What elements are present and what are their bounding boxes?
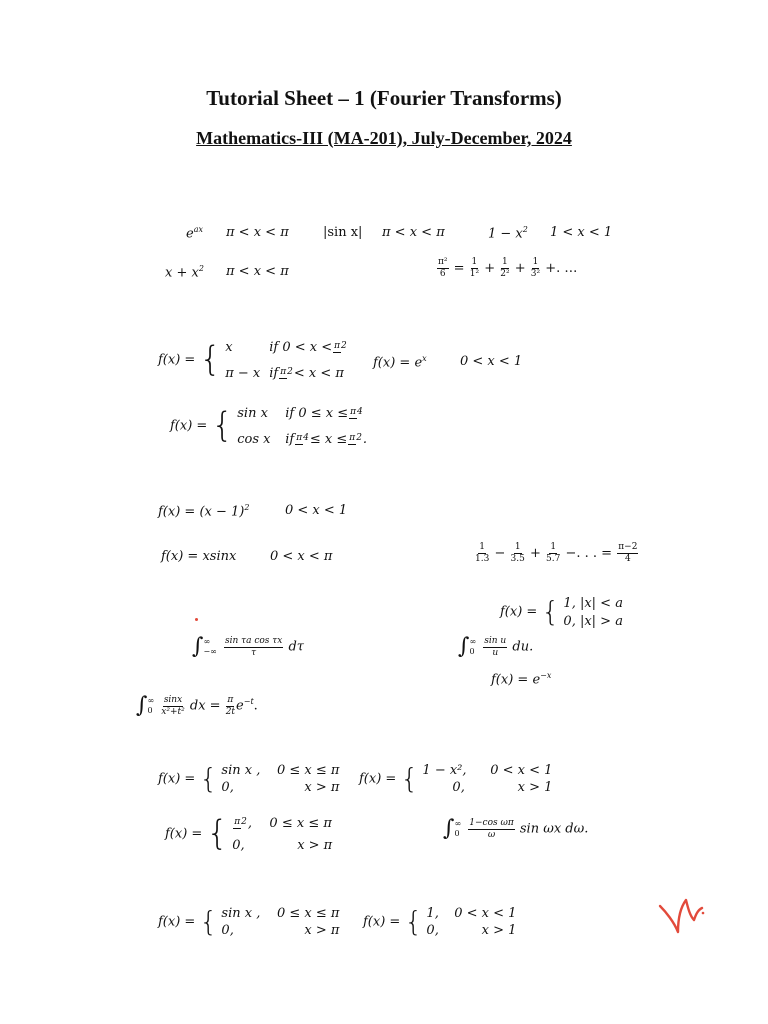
integral-1: ∫ ∞ −∞ $\frac{\text{sin τa cos τx}}{\tau}$ dτ (192, 634, 304, 659)
range-ex: 0 < x < 1 (460, 354, 523, 369)
range-x-plus-x2: π < x < π (226, 264, 289, 279)
expr-x-minus-1-sq: $f(x) = (x - 1)^2$ (158, 503, 250, 520)
series-basel: $\frac{\text{π²}}{6}$ = $\frac{1}{\text{1²}}$ + $\frac{1}{\text{2²}}$ + $\frac{1}{\text{3²}}$ +. … (438, 257, 578, 279)
integral-3: ∫ ∞ 0 $\frac{\sin x}{\text{x²+t²}}$ dx = $\frac{\pi}{2t}$ $e^{-t}$. (136, 693, 258, 718)
piecewise-2: f(x) = { sin x if 0 ≤ x ≤ π4 cos x if π4 ≤ x ≤ π2 . (170, 405, 368, 447)
piecewise-6: f(x) = { π2 , 0 ≤ x ≤ π 0, x > π (165, 813, 333, 854)
integral-2: ∫ ∞ 0 $\frac{\text{sin u}}{u}$ du. (458, 634, 534, 659)
expr-abs-sin: |sin x| (323, 225, 363, 240)
range-xsinx: 0 < x < π (270, 549, 333, 564)
piecewise-1: f(x) = { x if 0 < x < π2 π − x if π2 < x < π (158, 339, 347, 381)
range-x-minus-1-sq: 0 < x < 1 (285, 503, 348, 518)
expr-eax: $e^{ax}$ (186, 225, 203, 242)
page-subtitle: Mathematics-III (MA-201), July-December, 2024 (196, 128, 572, 148)
range-eax: π < x < π (226, 225, 289, 240)
piecewise-8: f(x) = { 1, 0 < x < 1 0, x > 1 (363, 904, 517, 938)
expr-1-minus-x2: $1 - x^2$ (488, 225, 528, 242)
expr-e-minus-x: $f(x) = e^{-x}$ (491, 671, 552, 688)
page-title: Tutorial Sheet – 1 (Fourier Transforms) (206, 86, 562, 110)
integral-4: ∫ ∞ 0 $\frac{\text{1−cos ωπ}}{\omega}$ sin ωx dω. (443, 816, 589, 841)
expr-xsinx: f(x) = xsinx (161, 549, 237, 564)
expr-x-plus-x2: $x + x^2$ (165, 264, 204, 281)
range-1-minus-x2: 1 < x < 1 (550, 225, 613, 240)
piecewise-4: f(x) = { sin x , 0 ≤ x ≤ π 0, x > π (158, 761, 340, 795)
piecewise-7: f(x) = { sin x , 0 ≤ x ≤ π 0, x > π (158, 904, 340, 938)
stray-dot (195, 618, 198, 621)
range-abs-sin: π < x < π (382, 225, 445, 240)
signature-mark (656, 894, 708, 938)
piecewise-5: f(x) = { 1 − x², 0 < x < 1 0, x > 1 (359, 761, 553, 795)
expr-ex: $f(x) = e^x$ (373, 354, 427, 371)
piecewise-3: f(x) = { 1, |x| < a 0, |x| > a (500, 594, 623, 629)
series-alternating: $\frac{1}{1.3}$ − $\frac{1}{3.5}$ + $\frac{1}{5.7}$ −. . . = $\frac{\pi-2}{4}$ (475, 542, 638, 564)
